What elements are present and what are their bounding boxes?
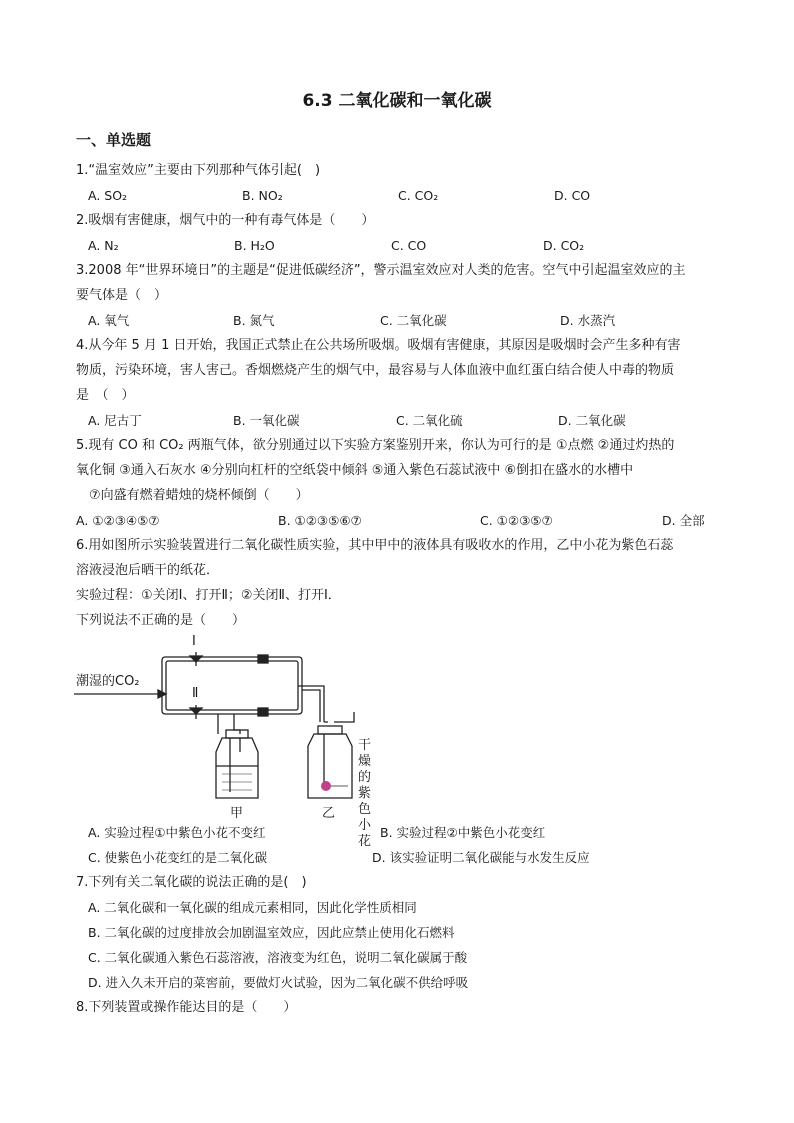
q6-stem-line-2: 溶液浸泡后晒干的纸花．: [76, 563, 220, 578]
q3-option-b: B. 氮气: [233, 313, 275, 328]
flower-label-char: 紫: [358, 786, 372, 801]
q2-option-c: C. CO: [391, 238, 427, 253]
manifold-outline: [162, 657, 302, 714]
q6-stem-line-4: 下列说法不正确的是（ ）: [76, 613, 246, 628]
q6-option-d: D. 该实验证明二氧化碳能与水发生反应: [372, 850, 590, 865]
q1-option-b: B. NO₂: [242, 188, 283, 203]
q6-option-c: C. 使紫色小花变红的是二氧化碳: [88, 850, 268, 865]
q2-option-b: B. H₂O: [234, 238, 275, 253]
flower-label-char: 色: [358, 802, 372, 817]
q7-stem: 7.下列有关二氧化碳的说法正确的是( ): [76, 875, 307, 890]
flower-label: [358, 738, 374, 850]
joint-top: [258, 655, 268, 663]
q3-stem-line-1: 3.2008 年“世界环境日”的主题是“促进低碳经济”，警示温室效应对人类的危害。空气中引起温室效应的主: [76, 263, 686, 278]
q4-stem-line-1: 4.从今年 5 月 1 日开始，我国正式禁止在公共场所吸烟。吸烟有害健康，其原因是吸烟时会产生多种有害: [76, 338, 681, 353]
q7-option-a: A. 二氧化碳和一氧化碳的组成元素相同，因此化学性质相同: [88, 900, 417, 915]
q5-stem-line-2: 氧化铜 ③通入石灰水 ④分别向杠杆的空纸袋中倾斜 ⑤通入紫色石蕊试液中 ⑥倒扣在盛水的水槽中: [76, 463, 634, 478]
flower-label-char: 燥: [358, 754, 372, 769]
jia-bottle: [216, 738, 258, 798]
q5-option-c: C. ①②③⑤⑦: [480, 513, 553, 528]
q1-stem: 1.“温室效应”主要由下列那种气体引起( ): [76, 163, 321, 178]
q4-stem-line-2: 物质，污染环境，害人害己。香烟燃烧产生的烟气中，最容易与人体血液中血红蛋白结合使人中毒的物质: [76, 363, 675, 378]
q5-option-d: D. 全部: [662, 513, 705, 528]
q5-option-a: A. ①②③④⑤⑦: [76, 513, 160, 528]
q4-option-a: A. 尼古丁: [88, 413, 142, 428]
flower-label-char: 干: [358, 738, 372, 753]
q7-option-b: B. 二氧化碳的过度排放会加剧温室效应，因此应禁止使用化石燃料: [88, 925, 455, 940]
q6-stem-line-3: 实验过程：①关闭Ⅰ、打开Ⅱ；②关闭Ⅱ、打开Ⅰ．: [76, 588, 341, 603]
joint-bottom: [258, 708, 268, 716]
apparatus-drawing: [72, 634, 402, 824]
q2-option-d: D. CO₂: [543, 238, 585, 253]
q2-stem: 2.吸烟有害健康，烟气中的一种有毒气体是（ ）: [76, 213, 375, 228]
manifold-inner: [166, 661, 298, 710]
q5-stem-line-3: ⑦向盛有燃着蜡烛的烧杯倾倒（ ）: [76, 488, 309, 503]
q3-option-a: A. 氧气: [88, 313, 130, 328]
q1-option-d: D. CO: [554, 188, 591, 203]
purple-flower-icon: [321, 781, 331, 791]
q3-option-c: C. 二氧化碳: [380, 313, 447, 328]
bottle-jia-label: 甲: [230, 806, 244, 821]
jia-pipe: [218, 714, 240, 734]
q6-option-b: B. 实验过程②中紫色小花变红: [380, 825, 546, 840]
q5-option-b: B. ①②③⑤⑥⑦: [278, 513, 362, 528]
q7-option-d: D. 进入久未开启的菜窖前，要做灯火试验，因为二氧化碳不供给呼吸: [88, 975, 469, 990]
q5-stem-line-1: 5.现有 CO 和 CO₂ 两瓶气体，欲分别通过以下实验方案鉴别开来，你认为可行的是 ①点燃 ②通过灼热的: [76, 438, 675, 453]
q4-option-b: B. 一氧化碳: [233, 413, 300, 428]
inlet-label: 潮湿的CO₂: [76, 674, 140, 689]
valve-2-symbol: [190, 708, 202, 714]
yi-outlet: [324, 712, 354, 722]
flower-label-char: 花: [358, 834, 372, 849]
q4-stem-line-3: 是 （ ）: [76, 388, 135, 403]
q7-option-c: C. 二氧化碳通入紫色石蕊溶液，溶液变为红色，说明二氧化碳属于酸: [88, 950, 468, 965]
jia-stopper: [226, 730, 248, 738]
q3-stem-line-2: 要气体是（ ）: [76, 288, 168, 303]
flower-label-char: 小: [358, 818, 372, 833]
q6-stem-line-1: 6.用如图所示实验装置进行二氧化碳性质实验，其中甲中的液体具有吸收水的作用，乙中小花为紫色石蕊: [76, 538, 674, 553]
q1-option-a: A. SO₂: [88, 188, 128, 203]
q3-option-d: D. 水蒸汽: [560, 313, 616, 328]
q1-option-c: C. CO₂: [398, 188, 439, 203]
bottle-yi-label: 乙: [322, 806, 336, 821]
valve-1-label: Ⅰ: [192, 634, 196, 649]
q2-option-a: A. N₂: [88, 238, 119, 253]
q8-stem: 8.下列装置或操作能达目的是（ ）: [76, 1000, 297, 1015]
q4-option-c: C. 二氧化硫: [396, 413, 463, 428]
q4-option-d: D. 二氧化碳: [558, 413, 626, 428]
flower-label-char: 的: [358, 770, 372, 785]
q6-option-a: A. 实验过程①中紫色小花不变红: [88, 825, 266, 840]
valve-2-label: Ⅱ: [192, 686, 199, 701]
yi-stopper: [318, 726, 342, 734]
section-heading: 一、单选题: [76, 131, 152, 149]
page-title: 6.3 二氧化碳和一氧化碳: [302, 91, 492, 111]
